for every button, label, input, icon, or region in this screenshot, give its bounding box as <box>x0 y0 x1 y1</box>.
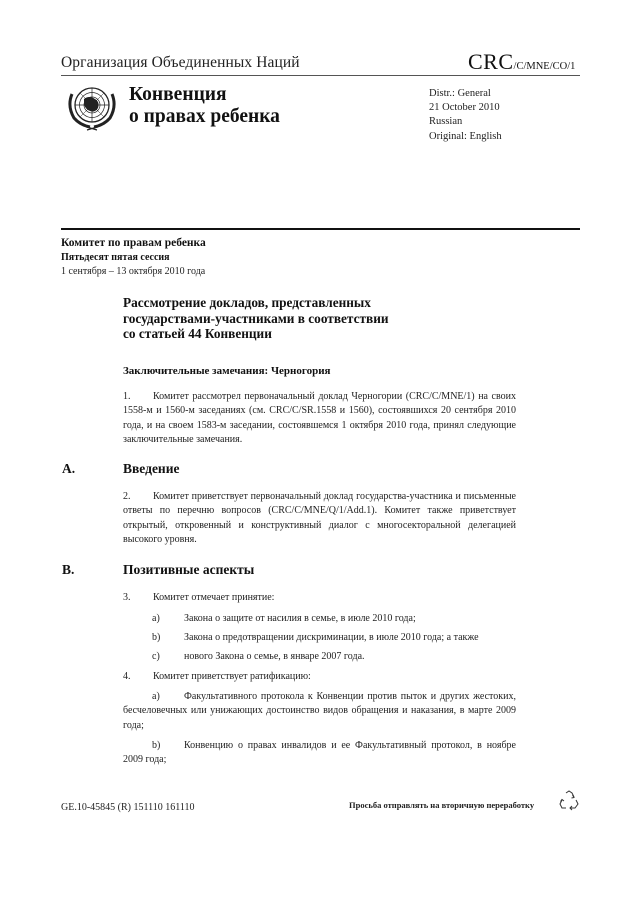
paragraph-2 <box>123 490 516 547</box>
paragraph-text: Комитет приветствует ратификацию: <box>153 671 311 682</box>
list-item-text: Закона о защите от насилия в семье, в июле 2010 года; <box>184 613 416 624</box>
recycle-icon <box>558 789 580 811</box>
list-item-text: Факультативного протокола к Конвенции против пыток и других жестоких, бесчеловечных или унижающих достоинство видов обращения и наказания, в марте 2009 года; <box>123 691 516 731</box>
list-item <box>152 651 365 662</box>
list-item-text: нового Закона о семье, в январе 2007 года. <box>184 651 365 662</box>
organization-name: Организация Объединенных Наций <box>61 54 300 71</box>
paragraph-text: Комитет рассмотрел первоначальный доклад Черногории (CRC/C/MNE/1) на своих 1558-м и 1560-м заседаниях (см. CRC/C/SR.1558 и 1560), состоявшихся 20 сентября 2010 года, и на своем 1583-м заседании, состоявшемся 1 октября 2010 года, принял следующие заключительные замечания. <box>123 391 516 445</box>
section-title: Позитивные аспекты <box>123 562 255 577</box>
masthead-rule <box>61 228 580 230</box>
list-item-text: Конвенцию о правах инвалидов и ее Факультативный протокол, в ноябре 2009 года; <box>123 740 516 766</box>
list-item-label: c) <box>152 651 160 662</box>
header-rule <box>61 75 580 76</box>
list-item-label: b) <box>152 740 161 751</box>
paragraph-number: 1. <box>123 391 131 402</box>
document-code: GE.10-45845 (R) 151110 161110 <box>61 802 195 813</box>
distribution-info <box>429 87 502 144</box>
list-item-text: Закона о предотвращении дискриминации, в июле 2010 года; а также <box>184 632 479 643</box>
section-title: Введение <box>123 461 180 476</box>
section-letter: B. <box>62 562 75 577</box>
paragraph-number: 4. <box>123 671 131 682</box>
main-title <box>123 295 503 342</box>
convention-title <box>129 84 280 128</box>
un-emblem-icon <box>62 82 122 132</box>
convention-title-line1: Конвенция <box>129 84 227 105</box>
paragraph-3 <box>123 592 274 603</box>
list-item <box>152 632 479 643</box>
paragraph-number: 2. <box>123 491 131 502</box>
paragraph-4 <box>123 671 311 682</box>
distribution: Distr.: General <box>429 88 491 99</box>
list-item-label: a) <box>152 613 160 624</box>
list-item <box>152 613 416 624</box>
session-dates: 1 сентября – 13 октября 2010 года <box>61 266 206 277</box>
subtitle: Заключительные замечания: Черногория <box>123 365 331 377</box>
symbol-suffix: /C/MNE/CO/1 <box>513 61 576 72</box>
list-item-label: b) <box>152 632 161 643</box>
list-item <box>123 690 516 733</box>
document-date: 21 October 2010 <box>429 102 500 114</box>
document-language: Russian <box>429 116 463 128</box>
list-item-label: a) <box>152 691 160 702</box>
paragraph-text: Комитет отмечает принятие: <box>153 592 275 603</box>
paragraph-text: Комитет приветствует первоначальный доклад государства-участника и письменные ответы по перечню вопросов (CRC/C/MNE/Q/1/Add.1). Комитет также приветствует открытый, откровенный и конструктивный диалог с многосекторальной делегацией высокого уровня. <box>123 491 516 545</box>
paragraph-1 <box>123 390 516 447</box>
committee-name: Комитет по правам ребенка <box>61 237 206 249</box>
document-symbol <box>468 49 575 75</box>
main-title-line2: государствами-участниками в соответствии <box>123 310 389 326</box>
paragraph-number: 3. <box>123 592 131 603</box>
original-language: Original: English <box>429 130 502 142</box>
section-letter: A. <box>62 461 76 476</box>
session-name: Пятьдесят пятая сессия <box>61 252 170 263</box>
recycle-notice: Просьба отправлять на вторичную переработку <box>349 800 535 810</box>
symbol-main: CRC <box>468 49 514 74</box>
main-title-line1: Рассмотрение докладов, представленных <box>123 295 371 310</box>
list-item <box>123 739 516 768</box>
main-title-line3: со статьей 44 Конвенции <box>123 326 272 341</box>
convention-title-line2: о правах ребенка <box>129 106 280 127</box>
